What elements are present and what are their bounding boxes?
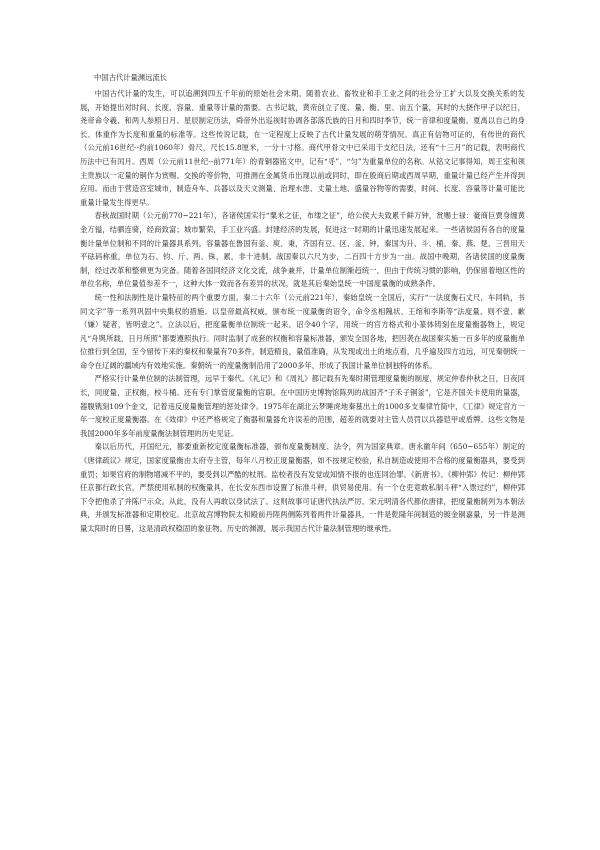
document-page (80, 72, 525, 536)
paragraph-qin-unification: 统一性和法制性是计量特征的两个重要方面。秦二十六年（公元前221年），秦始皇统一全国后，实行“一法度衡石丈尺，车同轨，书同文字”等一系列巩固中央集权的措施。以皇帝最高权威，颁布统一度量衡的诏令，命令丞相隗状、王绾和李斯等“法度量、则不壹、歉（嫌）疑者，皆明壹之”。立法以后，把度量衡单位制统一起来。诏令40个字，用统一的官方格式和小篆体铸刻在度量衡器物上，规定凡“舟舆所载，日月所照”都要遵照执行。同时监制了成套的权衡和容量标准器，颁发全国各地，把因袭在战国秦实施一百多年的度量衡单位推行到全国，至今留传下来的秦权和秦量有70多件，制造精良，量值准确，从发现或出土的地点看，几乎遍及四方边远，可见秦朝统一命令在辽阔的疆域内有效地实施。秦朝统一的度量衡制沿用了2000多年，形成了我国计量单位制独特的体系。 (80, 292, 525, 370)
paragraph-later-dynasties: 秦以后历代，开国纪元，都要重新校定度量衡标准器，颁布度量衡制度、法令，列为国家典章。唐永徽年间（650~655年）制定的《唐律疏议》规定，国家度量衡由太府寺主管，每年八月校正度量衡器，如不按规定校验，私自制造或使用不合格的度量衡器具，要受到重罚；如果官府的制物增减不平的，要受到以严酷的杖刑。监校者没有发觉或知情不报的也连同治罪。《新唐书》、《柳仲郢》传记：柳仲郢任京都行政长官，严禁使用私制的权衡量具，在长安东西市设置了标准斗秤，供贸易使用。有一个仓吏竟敢私制斗秤“入票过约”，柳仲郢下令把他杀了并陈尸示众。从此，没有人再敢以身试法了。这则故事可证唐代执法严厉。宋元明清各代都依唐律，把度量衡制列为本朝法典，并颁发标准器和定期校定。北京故宫博物院太和殿前丹陛两侧陈列着两件计量器具，一件是乾隆年间制造的镀金铜嘉量，另一件是测量太阳时的日晷，这是清政权稳固的象征物。历史的渊源，展示我国古代计量法制管理的继承性。 (80, 442, 525, 533)
document-title: 中国古代计量渊远流长 (94, 73, 167, 82)
paragraph-origins: 中国古代计量的发生，可以追溯到四五千年前的原始社会末期。随着农业、畜牧业和手工业之间的社会分工扩大以及交换关系的发展，开始提出对时间、长度、容量、重量等计量的需要。古书记载，黄帝创立了度、量、衡、里、亩五个量，其时的大挠作甲子以纪日，尧帝命令羲、和两人参照日月、星辰制定历法，舜帝外出巡视时协调各部落氏族的日月和四时季节，统一音律和度量衡。夏禹以自己的身长、体重作为长度和重量的标准等。这些传说记载，在一定程度上反映了古代计量发展的萌芽情况。真正有信物可证的，有传世的商代（公元前16世纪--约前1060年）骨尺，尺长15.8厘米，一分十寸格。商代甲骨文中已采用干支纪日法，还有“十三月”的记载，表明商代历法中已有闰月。西周（公元前11世纪--前771年）的青铜器铭文中，记有“寽”、“匀”为重量单位的名称。从铭文记事得知，周王室和领主贵族以一定量的铜作为赏赐、交换的等价物，可推测在金属货币出现以前或同时，即在殷商后期或西周早期，重量计量已经产生并得到应用。而由于营造宫室城市，制造舟车、兵器以及天文测量、治理水患、丈量土地、盛量谷物等的需要，时间、长度、容量等计量可能比重量计量发生得更早。 (80, 89, 525, 207)
paragraph-spring-autumn: 春秋战国时期（公元前770~221年），各诸侯国实行“粟米之征，布缕之征”，给公侯大夫致累千鲜万钟，赏赐士禄：豪商巨贾身缠黄金万镒，结驷连骑，经商致富；城市繁荣，手工业兴盛。封建经济的发展，促进这一时期的计量迅速发展起来。一些诸侯国有各自的度量衡计量单位制和不同的计量器具系列。容量器在鲁国有釜、庾、秉，齐国有豆、区、釜、钟，秦国为升、斗、桶。秦、燕、楚、三晋用天平砝码称重，单位为石、钧、斤、两、铢、累，非十进制。战国秦以六尺为步，二百四十方步为一亩。战国中晚期，各诸侯国的度量衡制，经过改革和整顿更为完备。随着各国同经济文化交流，战争兼并，计量单位制渐趋统一，但由于传统习惯的影响，仍保留着地区性的单位名称，单位量值参差不一，这种大体一致而各有差异的状况，就是其后秦始皇统一中国度量衡的成熟条件。 (80, 211, 525, 289)
paragraph-legal-management: 严格实行计量单位制的法制管理，远早于秦代。《礼记》和《周礼》都记载有先秦时期管理度量衡的制度，规定仲春仲秋之日，日夜同长，同度量，正权衡，校斗桶。还有专门掌管度量衡的官职。在中国历史博物馆陈列的战国齐“子禾子铜釜”，它是齐国关卡使用的量器，器腹镌刻109个金文，记着违反度量衡管理的惩处律令。1975年在湖北云梦睡虎地秦墓出土的1000多支秦律竹简中，《工律》规定官方一年一度校正度量衡器。在《效律》中还严格规定了衡器和量器允许误差的范围，超差的就要对主管人员罚以兵器铠甲或盾牌。这些文物是我国2000年多年前度量衡法制管理的历史见证。 (80, 374, 525, 438)
